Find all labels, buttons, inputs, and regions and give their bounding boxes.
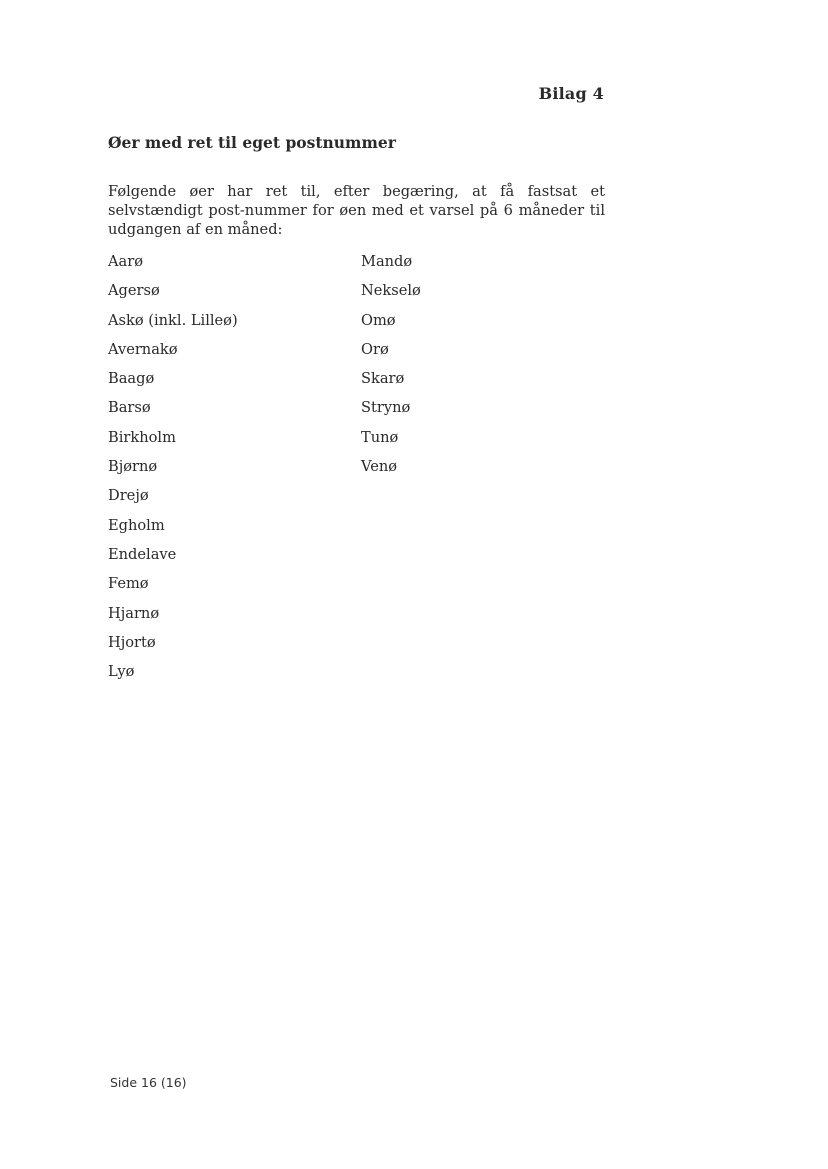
island-item: Tunø xyxy=(361,428,399,446)
island-item: Omø xyxy=(361,311,396,329)
island-item: Agersø xyxy=(108,282,160,300)
island-item: Avernakø xyxy=(108,340,178,358)
island-list-left xyxy=(108,252,238,691)
island-item: Nekselø xyxy=(361,282,421,300)
island-item: Venø xyxy=(361,458,398,476)
island-item: Femø xyxy=(108,575,149,593)
island-item: Endelave xyxy=(108,545,177,563)
island-item: Skarø xyxy=(361,370,405,388)
island-item: Drejø xyxy=(108,487,149,505)
page-number-footer: Side 16 (16) xyxy=(110,1075,187,1090)
island-item: Mandø xyxy=(361,253,413,270)
island-item: Barsø xyxy=(108,399,151,417)
island-list-right xyxy=(361,252,421,486)
island-item: Egholm xyxy=(108,516,165,534)
island-item: Bjørnø xyxy=(108,458,158,476)
appendix-label: Bilag 4 xyxy=(538,84,604,103)
island-item: Hjortø xyxy=(108,633,156,651)
island-item: Aarø xyxy=(108,253,144,270)
page-heading: Øer med ret til eget postnummer xyxy=(108,133,396,152)
island-item: Strynø xyxy=(361,399,411,417)
island-item: Askø (inkl. Lilleø) xyxy=(108,311,238,329)
island-item: Orø xyxy=(361,340,389,358)
island-item: Lyø xyxy=(108,663,135,681)
intro-paragraph: Følgende øer har ret til, efter begæring, at få fastsat et selvstændigt post-nummer for øen med et varsel på 6 måneder til udgangen af en måned: xyxy=(108,183,605,238)
island-item: Baagø xyxy=(108,370,155,388)
island-item: Birkholm xyxy=(108,428,176,446)
island-item: Hjarnø xyxy=(108,604,160,622)
